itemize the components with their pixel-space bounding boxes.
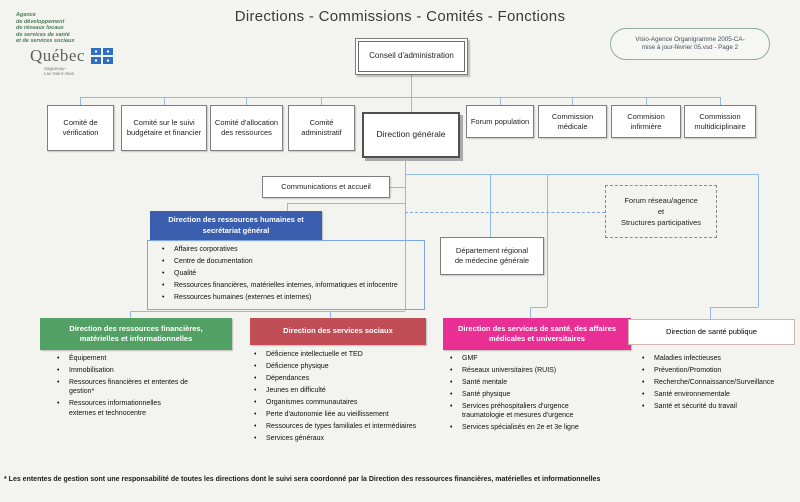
list-item: • Services généraux [252, 434, 435, 443]
list-item: • Affaires corporatives [160, 245, 424, 254]
list-item: • Maladies infectieuses [640, 354, 790, 363]
connector [130, 311, 405, 312]
connector [287, 203, 405, 204]
connector [411, 75, 412, 97]
agency-name-line: Agence [16, 12, 36, 18]
connector [130, 311, 131, 318]
agency-name-line: de services de santé [16, 31, 70, 38]
list-item: • Ressources humaines (externes et internes) [160, 293, 424, 302]
connector [530, 307, 531, 318]
box-forum-population: Forum population [466, 105, 534, 138]
list-item: • Santé environnementale [640, 390, 790, 399]
list-item: • Déficience physique [252, 362, 435, 371]
box-departement-regional [440, 237, 544, 275]
section-title: Direction des ressources financières, matérielles et informationnelles [69, 323, 203, 343]
section-header-services-sociaux [250, 318, 426, 345]
list-item: • Déficience intellectuelle et TED [252, 350, 435, 359]
list-item: • Qualité [160, 269, 424, 278]
agency-name-line: de développement [16, 18, 65, 25]
forum-reseau-line: et [657, 206, 665, 216]
page-title: Directions - Commissions - Comités - Fonctions [234, 8, 566, 25]
connector [500, 97, 501, 105]
list-item: • Ressources financières et ententes de gestion* [55, 378, 189, 397]
box-comite-administratif: Comité administratif [288, 105, 355, 151]
connector [80, 97, 720, 98]
dept-regional-line: de médecine générale [454, 256, 530, 265]
list-item: • GMF [448, 354, 623, 363]
list-item: • Organismes communautaires [252, 398, 435, 407]
section-header-ressources-humaines [150, 211, 322, 240]
box-communications-accueil: Communications et accueil [262, 176, 390, 198]
connector [572, 97, 573, 105]
list-item: • Services spécialisés en 2e et 3e ligne [448, 423, 594, 432]
list-item: • Immobilisation [55, 366, 215, 375]
dept-regional-line: Département régional [455, 246, 529, 256]
connector [405, 174, 758, 175]
list-item: • Jeunes en difficulté [252, 386, 435, 395]
box-forum-reseau-agence [605, 185, 717, 238]
connector [164, 97, 165, 105]
section-list-services-sociaux [252, 350, 435, 446]
region-label: Saguenay– Lac-Saint-Jean [44, 65, 75, 77]
connector [758, 174, 759, 307]
dashed-connector [405, 212, 605, 213]
section-title: Direction des services de santé, des affaires médicales et universitaires [458, 323, 616, 343]
hr-list-panel [147, 240, 425, 310]
hr-list [160, 245, 424, 302]
quebec-wordmark: Québec [30, 45, 85, 65]
connector [710, 307, 758, 308]
connector [646, 97, 647, 105]
connector [710, 307, 711, 319]
list-item: • Ressources financières, matérielles internes, informatiques et infocentre [160, 281, 414, 290]
list-item: • Santé et sécurité du travail [640, 402, 790, 411]
section-title: Direction des ressources humaines et secrétariat général [168, 215, 304, 235]
visio-note-line: Visio-Agence Organigramme 2005-CA- [635, 35, 745, 43]
box-comite-verification: Comité de vérification [47, 105, 114, 151]
forum-reseau-line: Structures participatives [620, 218, 702, 228]
connector [547, 174, 548, 307]
connector [530, 307, 547, 308]
connector [321, 97, 322, 105]
box-commission-medicale: Commission médicale [538, 105, 607, 138]
list-item: • Ressources de types familiales et intermédiaires [252, 422, 426, 431]
list-item: • Perte d'autonomie liée au vieillissement [252, 410, 435, 419]
forum-reseau-line: Forum réseau/agence [624, 195, 698, 205]
section-list-finances [55, 354, 215, 421]
list-item: • Santé mentale [448, 378, 623, 387]
footnote: * Les ententes de gestion sont une responsabilité de toutes les directions dont le suivi sera coordonné par la Direction des ressources financières, matérielles et informationnelles [4, 476, 601, 483]
section-list-sante-publique [640, 354, 790, 414]
connector [720, 97, 721, 105]
list-item: • Équipement [55, 354, 215, 363]
visio-note-line: mise à jour-février 05.vsd - Page 2 [641, 44, 739, 51]
box-comite-suivi-budgetaire: Comité sur le suivi budgétaire et financier [121, 105, 207, 151]
section-list-services-sante [448, 354, 623, 435]
section-header-sante-publique [628, 319, 795, 345]
section-title: Direction de santé publique [666, 326, 757, 336]
list-item: • Recherche/Connaissance/Surveillance [640, 378, 766, 387]
list-item: • Centre de documentation [160, 257, 424, 266]
box-commission-multidisciplinaire: Commission multidiciplinaire [684, 105, 756, 138]
box-conseil-administration: Conseil d'administration [355, 38, 468, 75]
list-item: • Santé physique [448, 390, 623, 399]
box-direction-generale: Direction générale [362, 112, 460, 158]
list-item: • Services préhospitaliers d'urgence traumatologie et mesures d'urgence [448, 402, 612, 421]
list-item: • Dépendances [252, 374, 435, 383]
section-header-services-sante [443, 318, 631, 350]
section-title: Direction des services sociaux [283, 326, 393, 336]
agency-name-line: de réseaux locaux [16, 25, 64, 32]
connector [80, 97, 81, 105]
quebec-flags-icon [91, 48, 113, 64]
connector [411, 97, 412, 112]
box-commission-infirmiere: Commision infirmière [611, 105, 681, 138]
connector [246, 97, 247, 105]
connector [390, 187, 405, 188]
box-comite-allocation: Comité d'allocation des ressources [210, 105, 283, 151]
connector [490, 174, 491, 237]
connector [287, 203, 288, 211]
agency-name-line: et de services sociaux [16, 38, 75, 45]
connector [330, 311, 331, 318]
visio-file-note [610, 28, 770, 60]
list-item: • Réseaux universitaires (RUIS) [448, 366, 623, 375]
list-item: • Ressources informationnelles externes et technocentre [55, 399, 187, 418]
section-header-finances [40, 318, 232, 350]
list-item: • Prévention/Promotion [640, 366, 790, 375]
